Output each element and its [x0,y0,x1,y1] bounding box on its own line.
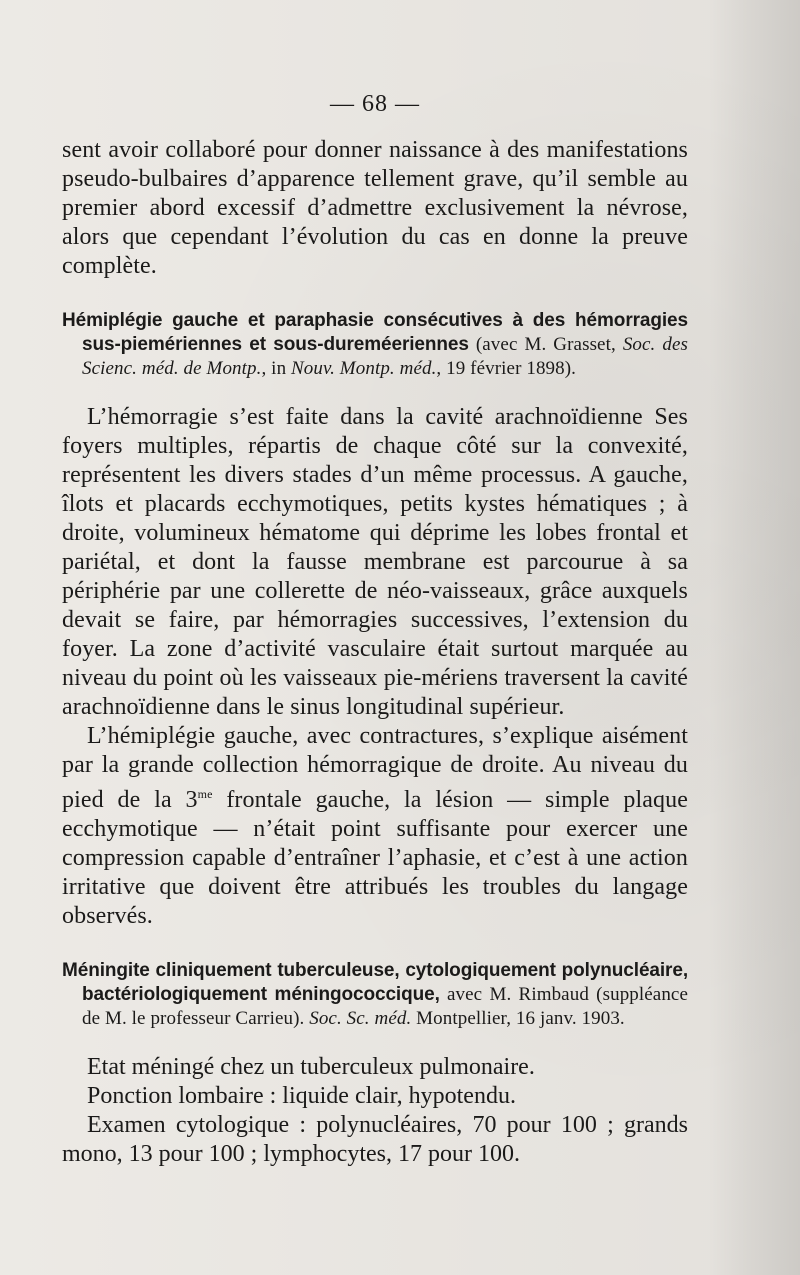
meningite-line-1: Etat méningé chez un tuberculeux pulmonaire. [87,1054,535,1080]
page-shadow [708,0,800,1275]
meningite-line-2: Ponction lombaire : liquide clair, hypotendu. [87,1083,516,1109]
entry-italic: Nouv. Montp. méd. [291,358,437,379]
entry-italic: Soc. Sc. méd. [309,1008,412,1029]
hemorrhage-paragraph-2 [62,722,688,931]
section-spacer [62,1031,688,1053]
superscript-text: me [197,787,213,801]
hemorrhage-paragraph-1: L’hémorragie s’est faite dans la cavité arachnoïdienne Ses foyers multiples, répartis de chaque côté sur la convexité, représentent les divers stades d’un même processus. A gauche, îlots et placards ecchymotiques, petits kystes hématiques ; à droite, volumineux hématome qui déprime les lobes frontal et pariétal, et dont la fausse membrane est parcourue à sa périphérie par une collerette de néo-vaisseaux, grâce auxquels devait se faire, par hémorragies successives, l’extension du foyer. La zone d’activité vasculaire était surtout marquée au niveau du point où les vaisseaux pie-mériens traversent la cavité arachnoïdienne dans le sinus longitudinal supérieur. [62,404,688,720]
paragraph-text: L’hémiplégie gauche, avec contractures, s’explique aisément par la grande collection hémorragique de droite. Au niveau du pied de la 3 [62,723,688,813]
section-spacer [62,381,688,403]
meningite-line-3: Examen cytologique : polynucléaires, 70 pour 100 ; grands mono, 13 pour 100 ; lymphocytes, 17 pour 100. [62,1112,688,1167]
section-spacer [62,931,688,959]
intro-paragraph: sent avoir collaboré pour donner naissance à des manifestations pseudo-bulbaires d’apparence tellement grave, qu’il semble au premier abord excessif d’admettre exclusivement la névrose, alors que cependant l’évolution du cas en donne la preuve complète. [62,137,688,279]
entry-title: Méningite cliniquement tuberculeuse, cytologiquement polynucléaire, bactériologiquement méningococcique, [62,960,688,1005]
section-spacer [62,281,688,309]
entry-text: , 19 février 1898). [436,358,577,379]
bibliography-entry-hemiplegie [62,309,688,381]
page-number: — 68 — [330,91,420,117]
entry-text: (avec M. Grasset, [468,334,623,355]
entry-italic: Soc. des Scienc. méd. de Montp. [82,334,689,379]
page-content [62,92,688,1169]
entry-text: Montpellier, 16 janv. 1903. [411,1008,625,1029]
bibliography-entry-meningite [62,959,688,1031]
entry-text: avec M. Rimbaud (suppléance de M. le professeur Carrieu). [82,984,689,1029]
entry-text: , in [261,358,292,379]
entry-title: Hémiplégie gauche et paraphasie consécutives à des hémorragies sus-piemériennes et sous-dureméeriennes [62,310,688,355]
paragraph-text: frontale gauche, la lésion — simple plaque ecchymotique — n’était point suffisante pour exercer une compression capable d’entraîner l’aphasie, et c’est à une action irritative que doivent être attribués les troubles du langage observés. [62,787,689,929]
